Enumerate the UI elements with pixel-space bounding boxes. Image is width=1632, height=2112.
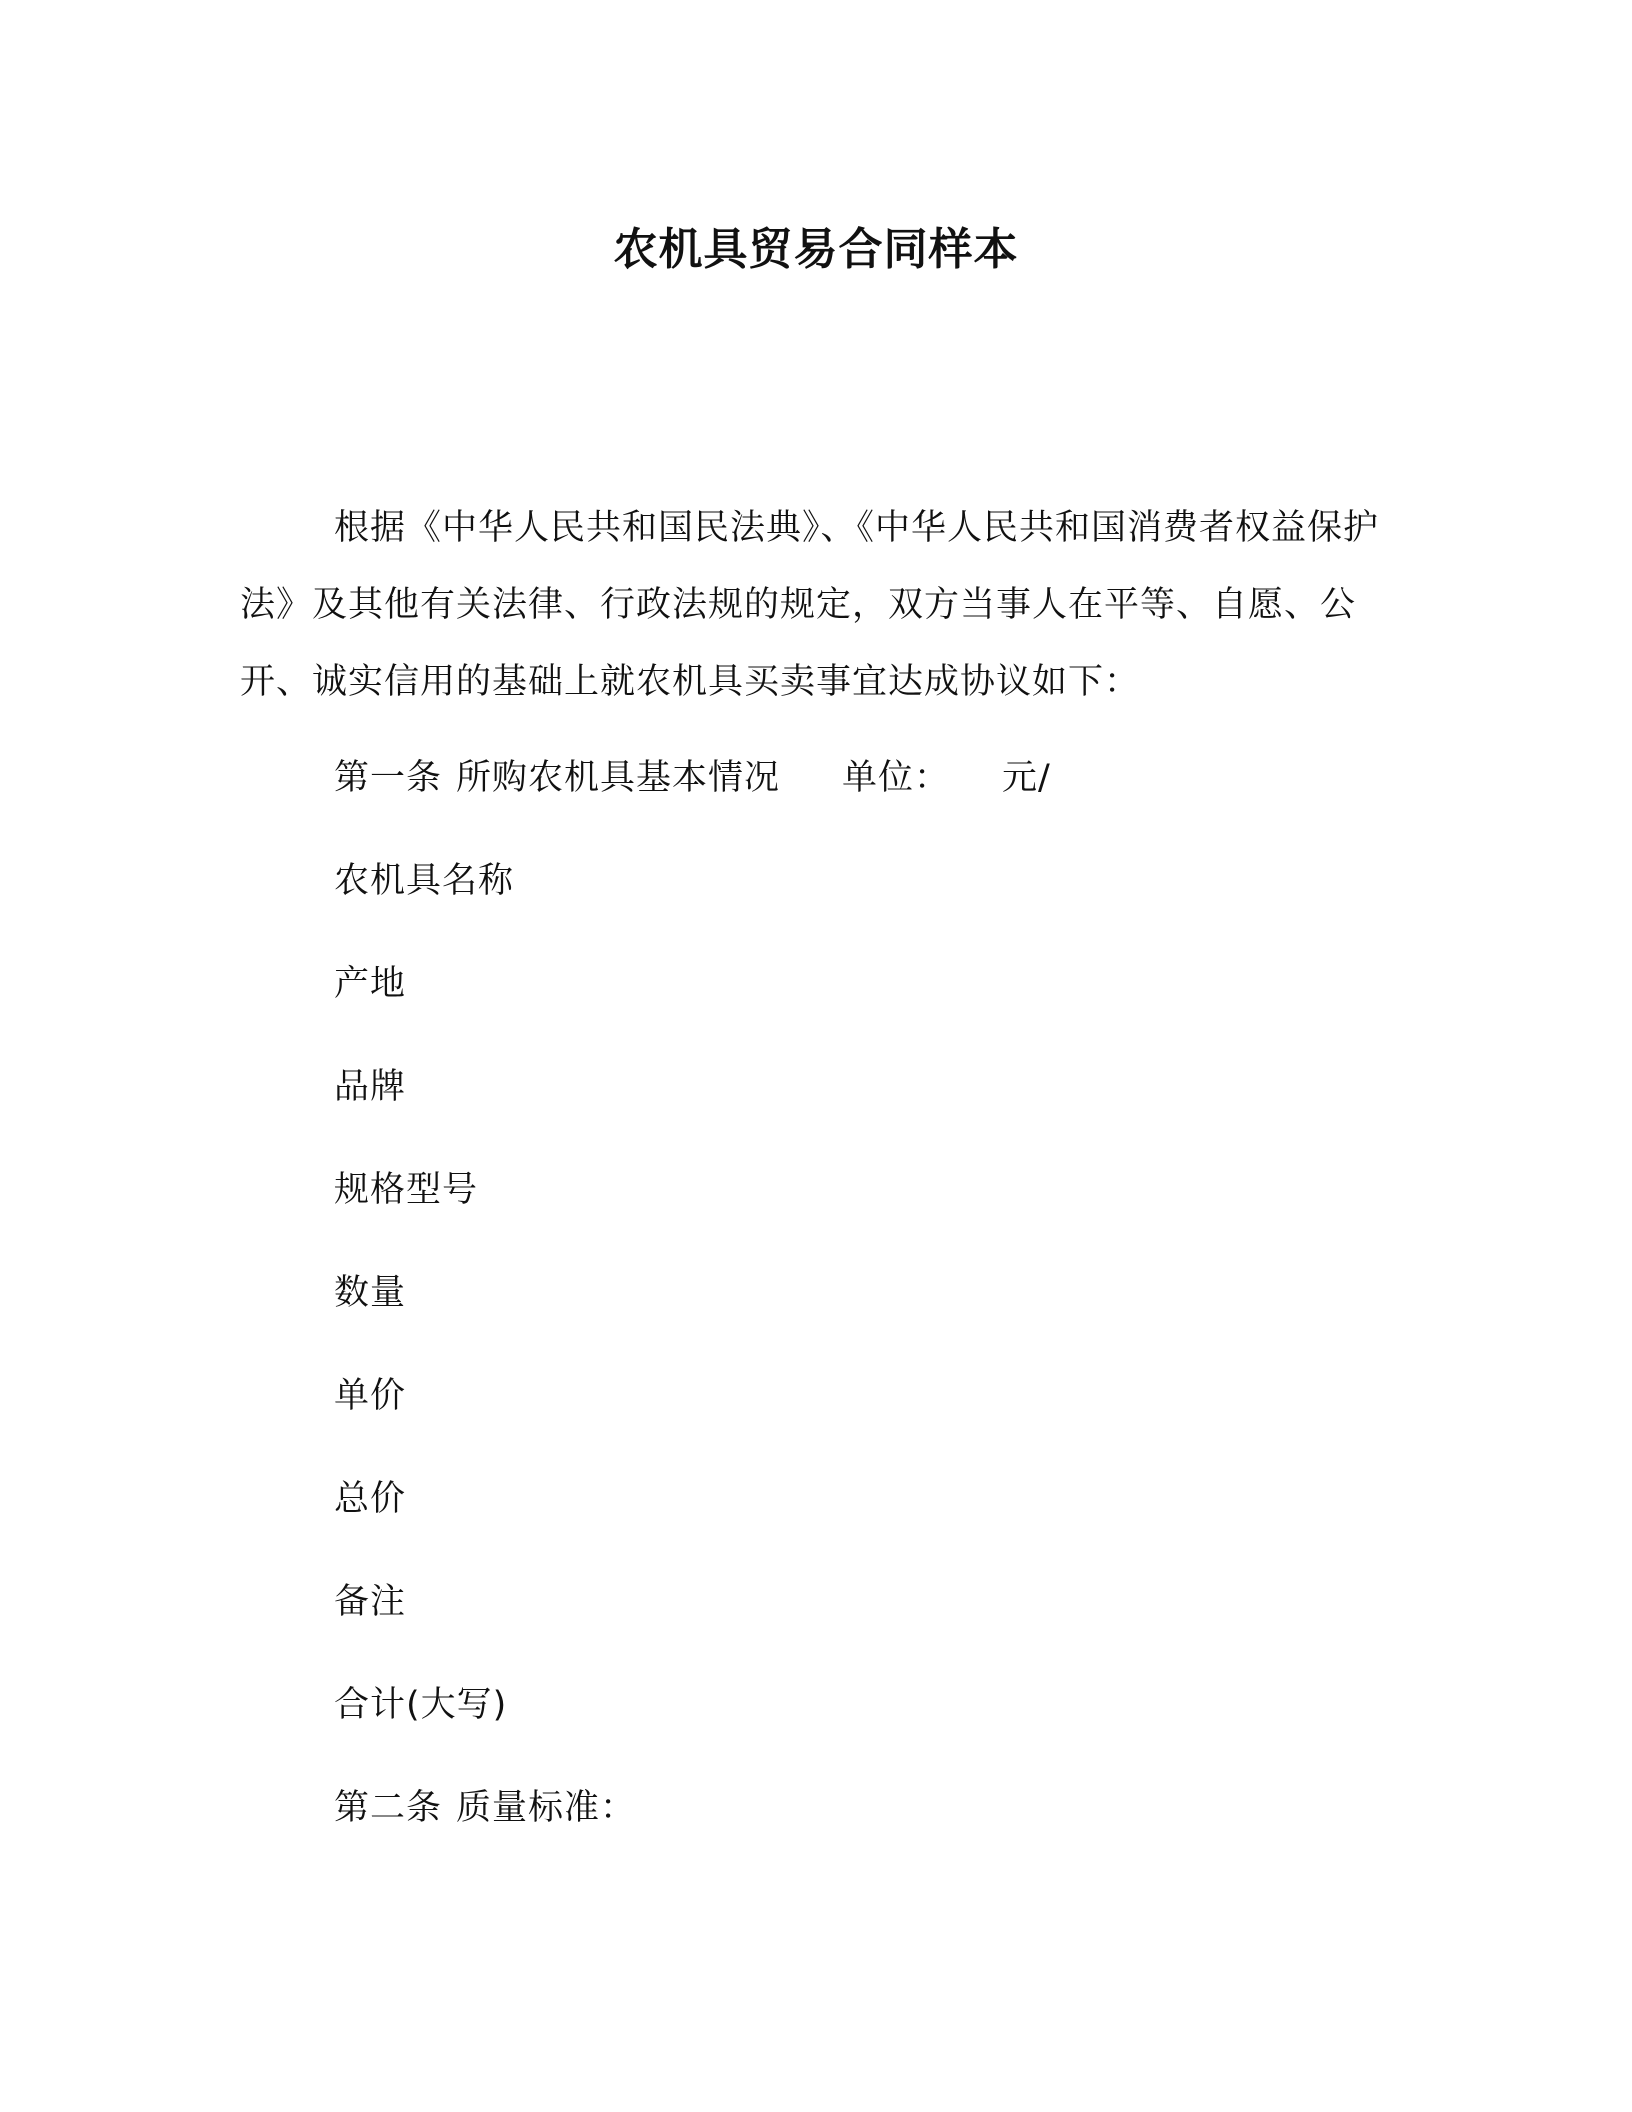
document-title: 农机具贸易合同样本 <box>613 224 1019 275</box>
field-brand-label: 品牌 <box>334 1067 407 1107</box>
intro-paragraph: 根据《中华人民共和国民法典》、《中华人民共和国消费者权益保护法》及其他有关法律、行政法规的规定，双方当事人在平等、自愿、公开、诚实信用的基础上就农机具买卖事宜达成协议如下： <box>240 508 1380 702</box>
article-1-heading: 所购农机具基本情况 <box>456 758 781 798</box>
article-2-heading: 质量标准： <box>456 1788 637 1828</box>
unit-value: 元/ <box>1002 758 1051 798</box>
field-remarks-label: 备注 <box>334 1582 407 1622</box>
field-quantity-label: 数量 <box>334 1273 407 1313</box>
field-total-upper-label: 合计(大写) <box>334 1685 508 1725</box>
unit-label: 单位： <box>842 758 951 798</box>
field-name-label: 农机具名称 <box>334 861 515 901</box>
article-2-number: 第二条 <box>334 1788 443 1828</box>
field-model-label: 规格型号 <box>334 1170 479 1210</box>
field-unit-price-label: 单价 <box>334 1376 407 1416</box>
article-2-line <box>334 1783 636 1833</box>
field-total-price-label: 总价 <box>334 1479 407 1519</box>
article-1-number: 第一条 <box>334 758 443 798</box>
field-origin-label: 产地 <box>334 964 407 1004</box>
article-1-line <box>334 753 1051 803</box>
